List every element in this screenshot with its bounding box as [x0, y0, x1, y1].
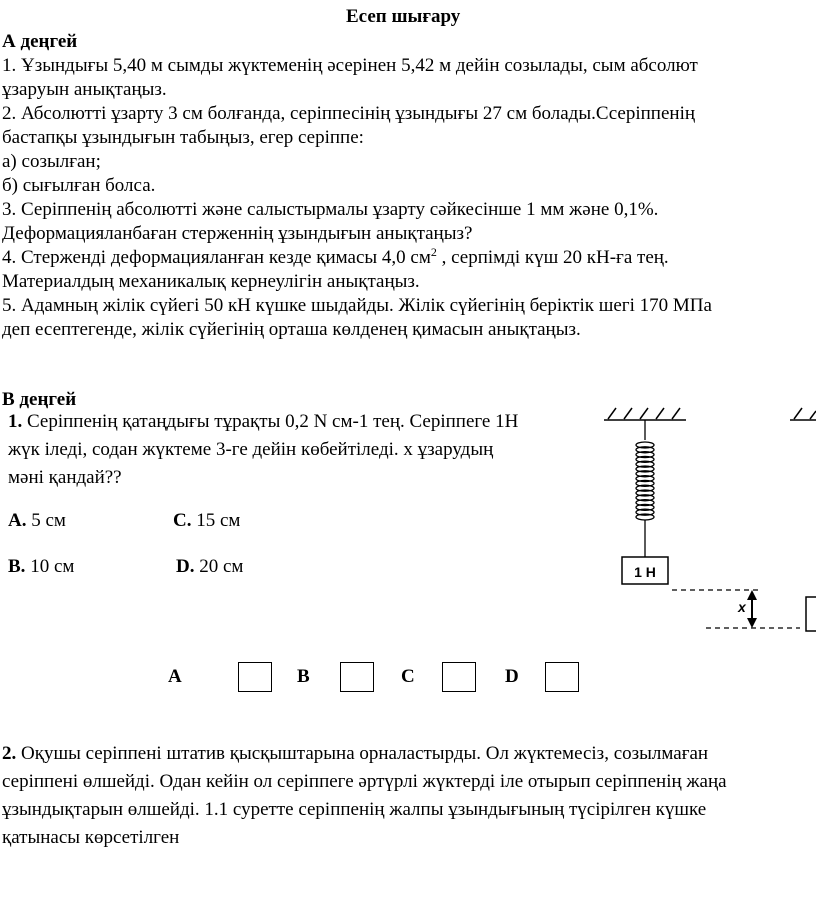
- extension-label: x: [738, 599, 746, 615]
- text-line: Материалдың механикалық кернеулігін анықтаңыз.: [2, 271, 420, 292]
- page-title: Есеп шығару: [346, 6, 461, 27]
- question-text: Оқушы серіппені штатив қысқыштарына орналастырды. Ол жүктемесіз, созылмаған: [16, 743, 709, 764]
- answer-label-c: C: [401, 666, 415, 687]
- option-letter: A.: [8, 510, 27, 531]
- text-line: деп есептегенде, жілік сүйегінің орташа көлденең қимасын анықтаңыз.: [2, 319, 581, 340]
- text-line: 2. Абсолютті ұзарту 3 см болғанда, серіппесінің ұзындығы 27 см болады.Ссеріппенің: [2, 103, 696, 124]
- spring: [636, 420, 654, 557]
- question-1-line: мәні қандай??: [8, 467, 122, 488]
- question-number: 2.: [2, 743, 17, 764]
- superscript: 2: [430, 245, 437, 259]
- text-line: 1. Ұзындығы 5,40 м сымды жүктеменің әсерінен 5,42 м дейін созылады, сым абсолют: [2, 55, 698, 76]
- answer-label-d: D: [505, 666, 519, 687]
- question-text: Серіппенің қатаңдығы тұрақты 0,2 N см-1 тең. Серіппеге 1Н: [22, 411, 519, 432]
- option-text: 20 см: [194, 556, 244, 577]
- question-2-line: ұзындықтарын өлшейді. 1.1 суретте серіппенің жалпы ұзындығының түсірілген күшке: [2, 799, 707, 820]
- option-letter: C.: [173, 510, 192, 531]
- arrow-head-down: [747, 618, 757, 628]
- answer-label-a: A: [168, 666, 182, 687]
- option-text: 15 см: [191, 510, 241, 531]
- text-line: б) сығылған болса.: [2, 175, 156, 196]
- text-line: 3. Серіппенің абсолютті және салыстырмалы ұзарту сәйкесінше 1 мм және 0,1%.: [2, 199, 659, 220]
- question-2-line: қатынасы көрсетілген: [2, 827, 180, 848]
- option-letter: B.: [8, 556, 26, 577]
- question-1-line: жүк іледі, содан жүктеме 3-ге дейін көбейтіледі. х ұзарудың: [8, 439, 494, 460]
- option-text: 10 см: [25, 556, 75, 577]
- text-line: Деформацияланбаған стерженнің ұзындығын анықтаңыз?: [2, 223, 473, 244]
- arrow-head-up: [747, 590, 757, 600]
- text-line: ұзаруын анықтаңыз.: [2, 79, 167, 100]
- text-fragment: 4. Стерженді деформацияланған кезде қимасы 4,0 см: [2, 247, 431, 268]
- text-line: 5. Адамның жілік сүйегі 50 кН күшке шыдайды. Жілік сүйегінің беріктік шегі 170 МПа: [2, 295, 712, 316]
- question-2-line: серіппені өлшейді. Одан кейін ол серіппеге әртүрлі жүктерді іле отырып серіппенің жаңа: [2, 771, 727, 792]
- option-text: 5 см: [26, 510, 66, 531]
- weight-label: 1 Н: [634, 564, 656, 580]
- weight-block-partial: [806, 597, 816, 631]
- question-2-line: [2, 740, 708, 768]
- text-line: а) созылған;: [2, 151, 101, 172]
- answer-label-b: B: [297, 666, 310, 687]
- ceiling-left: [604, 408, 686, 420]
- section-b-heading: В деңгей: [2, 389, 77, 410]
- text-line: бастапқы ұзындығын табыңыз, егер серіппе:: [2, 127, 364, 148]
- ceiling-right: [790, 408, 816, 420]
- text-fragment: , серпімді күш 20 кН-ға тең.: [436, 247, 669, 268]
- section-a-heading: А деңгей: [2, 31, 78, 52]
- option-letter: D.: [176, 556, 195, 577]
- question-number: 1.: [8, 411, 23, 432]
